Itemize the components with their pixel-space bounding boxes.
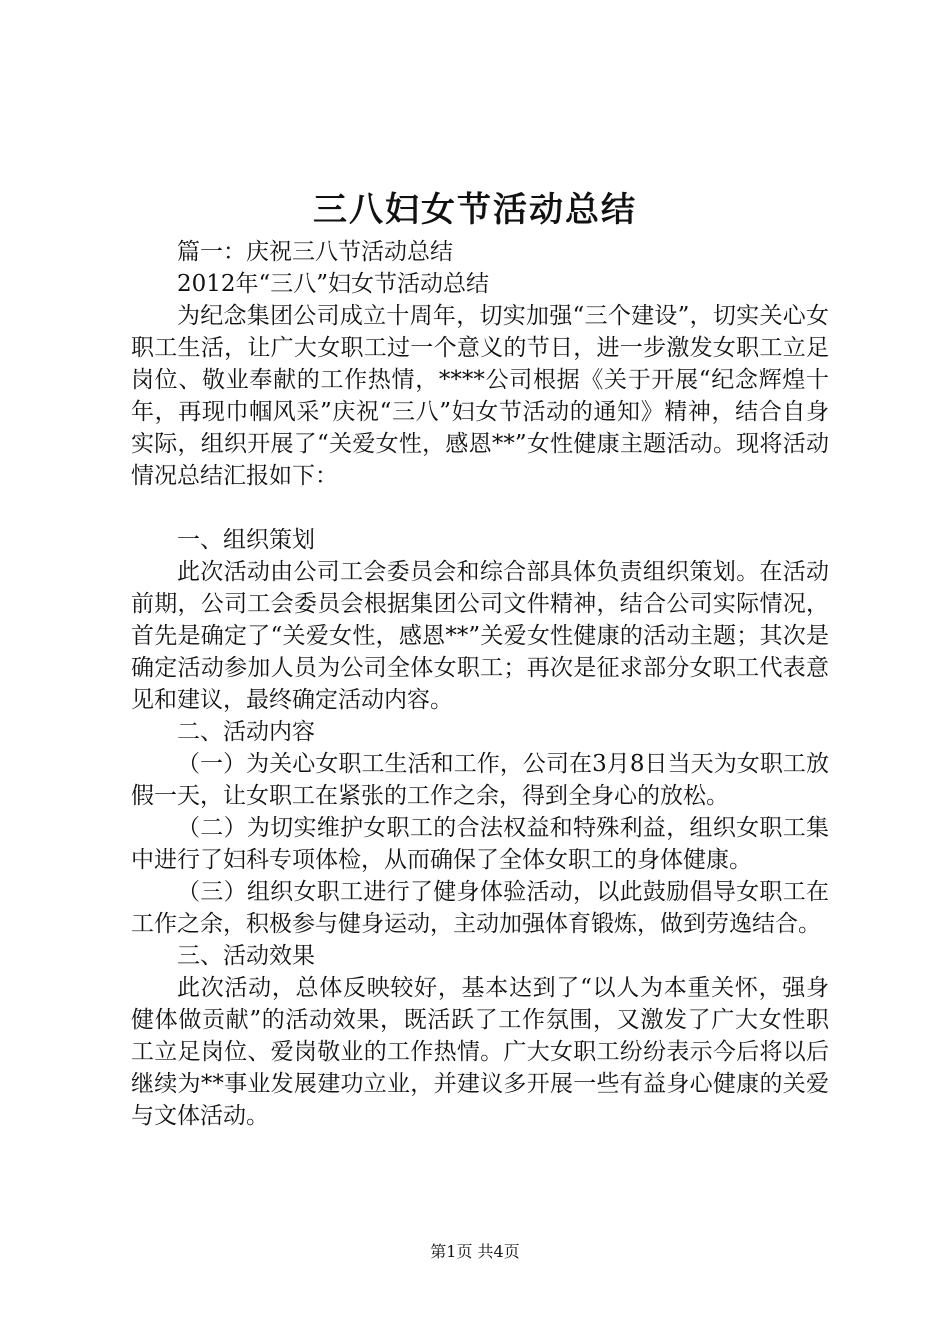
section-label: 篇一：庆祝三八节活动总结: [177, 239, 453, 265]
intro-paragraph: 为纪念集团公司成立十周年，切实加强“三个建设”，切实关心女职工生活，让广大女职工过一个意义的节日，进一步激发女职工立足岗位、敬业奉献的工作热情，****公司根据《关于开展“纪念辉煌十年，再现巾帼风采”庆祝“三八”妇女节活动的通知》精神，结合自身实际，组织开展了“关爱女性，感恩**”女性健康主题活动。现将活动情况总结汇报如下：: [131, 303, 829, 489]
document-title: 三八妇女节活动总结: [313, 190, 637, 230]
paragraph-gap: [131, 492, 829, 524]
heading-results: 三、活动效果: [177, 943, 315, 969]
subtitle: 2012年“三八”妇女节活动总结: [177, 271, 490, 297]
paragraph-organization: 此次活动由公司工会委员会和综合部具体负责组织策划。在活动前期，公司工会委员会根据集团公司文件精神，结合公司实际情况，首先是确定了“关爱女性，感恩**”关爱女性健康的活动主题；其次是确定活动参加人员为公司全体女职工；再次是征求部分女职工代表意见和建议，最终确定活动内容。: [131, 559, 829, 713]
paragraph-content-1: （一）为关心女职工生活和工作，公司在3月8日当天为女职工放假一天，让女职工在紧张的工作之余，得到全身心的放松。: [131, 751, 829, 809]
paragraph-content-2: （二）为切实维护女职工的合法权益和特殊利益，组织女职工集中进行了妇科专项体检，从而确保了全体女职工的身体健康。: [131, 815, 829, 873]
heading-organization: 一、组织策划: [177, 527, 315, 553]
page-number: 第1页 共4页: [430, 1242, 520, 1261]
paragraph-results: 此次活动，总体反映较好，基本达到了“以人为本重关怀，强身健体做贡献”的活动效果，既活跃了工作氛围，又激发了广大女性职工立足岗位、爱岗敬业的工作热情。广大女职工纷纷表示今后将以后继续为**事业发展建功立业，并建议多开展一些有益身心健康的关爱与文体活动。: [131, 975, 829, 1129]
heading-content: 二、活动内容: [177, 719, 315, 745]
paragraph-content-3: （三）组织女职工进行了健身体验活动，以此鼓励倡导女职工在工作之余，积极参与健身运动，主动加强体育锻炼，做到劳逸结合。: [131, 879, 829, 937]
document-body: [131, 236, 829, 1132]
